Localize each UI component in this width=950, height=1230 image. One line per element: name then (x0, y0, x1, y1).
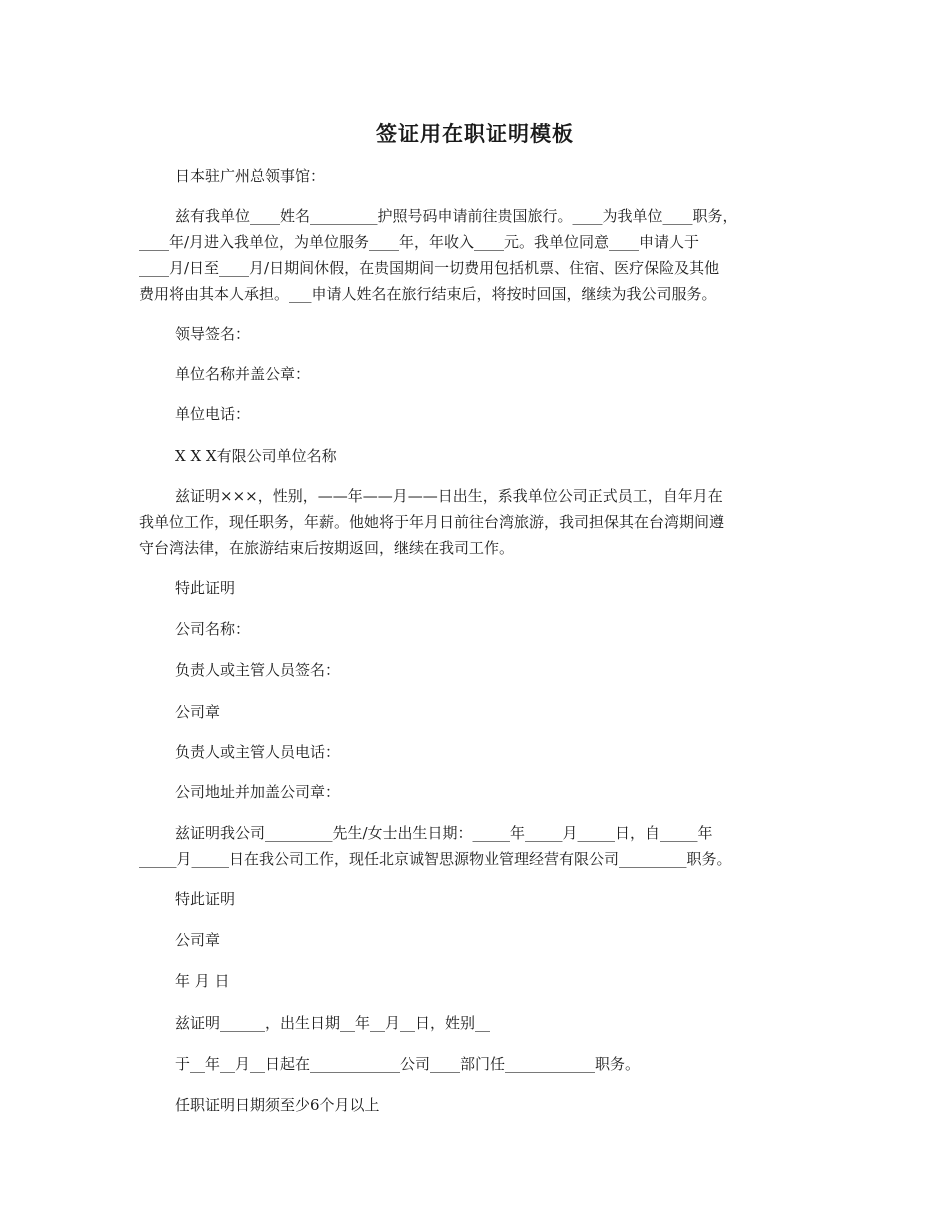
document-title: 签证用在职证明模板 (376, 121, 574, 146)
paragraph-3-line-2: _____月_____日在我公司工作，现任北京诚智思源物业管理经营有限公司_________职务。 (139, 850, 732, 868)
manager-phone-line: 负责人或主管人员电话： (175, 743, 341, 761)
company-name-line: 公司名称： (175, 620, 251, 638)
note-line: 任职证明日期须至少6个月以上 (175, 1096, 380, 1114)
paragraph-1-line-3: ____月/日至____月/日期间休假，在贵国期间一切费用包括机票、住宿、医疗保险及其他 (139, 259, 720, 277)
manager-signature-line: 负责人或主管人员签名： (175, 661, 341, 679)
unit-name-stamp-line: 单位名称并盖公章： (175, 365, 311, 383)
company-address-line: 公司地址并加盖公司章： (175, 783, 341, 801)
paragraph-1-line-4: 费用将由其本人承担。___申请人姓名在旅行结束后，将按时回国，继续为我公司服务。 (139, 285, 717, 303)
paragraph-2-line-1: 兹证明×××，性别，——年——月——日出生，系我单位公司正式员工，自年月在 (175, 487, 723, 505)
paragraph-1-line-2: ____年/月进入我单位，为单位服务____年，年收入____元。我单位同意____申请人于 (139, 233, 700, 251)
unit-phone-line: 单位电话： (175, 405, 251, 423)
certify-line-1: 特此证明 (175, 579, 236, 597)
company-seal-line-1: 公司章 (175, 703, 221, 721)
paragraph-2-line-2: 我单位工作，现任职务，年薪。他她将于年月日前往台湾旅游，我司担保其在台湾期间遵 (139, 513, 725, 531)
date-line: 年 月 日 (175, 972, 230, 990)
paragraph-4-line-2: 于__年__月__日起在____________公司____部门任____________职务。 (175, 1055, 641, 1073)
paragraph-4-line-1: 兹证明______，出生日期__年__月__日，姓别__ (175, 1014, 491, 1032)
leader-signature-line: 领导签名： (175, 325, 251, 343)
paragraph-3-line-1: 兹证明我公司_________先生/女士出生日期：_____年_____月_____日，自_____年 (175, 824, 713, 842)
company-seal-line-2: 公司章 (175, 931, 221, 949)
paragraph-1-line-1: 兹有我单位____姓名_________护照号码申请前往贵国旅行。____为我单位____职务， (175, 207, 738, 225)
certify-line-2: 特此证明 (175, 890, 236, 908)
company-name-heading: X X X有限公司单位名称 (175, 447, 337, 465)
paragraph-2-line-3: 守台湾法律，在旅游结束后按期返回，继续在我司工作。 (139, 539, 515, 557)
addressee-line: 日本驻广州总领事馆： (175, 167, 326, 185)
